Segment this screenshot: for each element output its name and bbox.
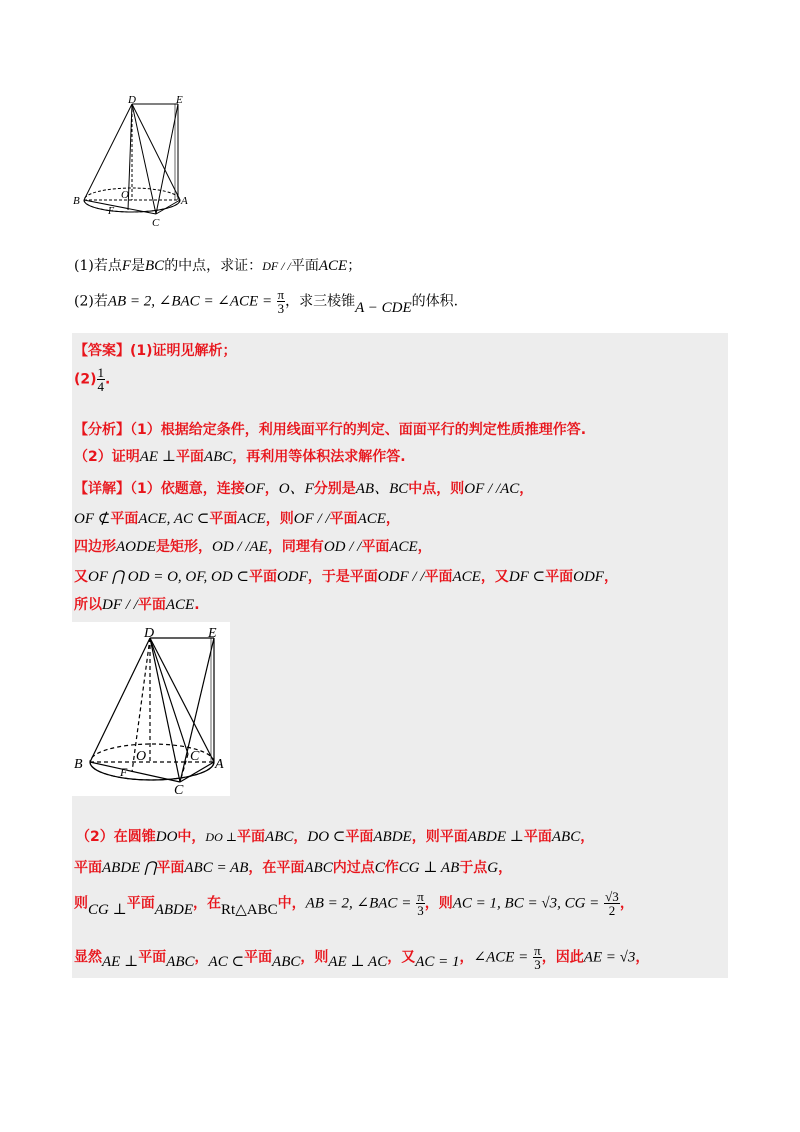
analysis-line-2: （2）证明AE ⊥平面ABC，再利用等体积法求解作答.: [74, 449, 406, 465]
label-F-2: F: [120, 765, 128, 779]
label-E-2: E: [208, 626, 217, 641]
answer-line-1: 【答案】(1)证明见解析；: [74, 343, 237, 359]
detail2-line-3: 则CG ⊥平面ABDE，在Rt△ABC中，AB = 2, ∠BAC = $\frac{\pi}{3}$ ，则AC = 1, BC = √3, CG = $\frac{√3}{2}$ ，: [74, 889, 634, 918]
detail2-line-1: （2）在圆锥DO中，DO ⊥平面ABC，DO ⊂平面ABDE，则平面ABDE ⊥平面ABC，: [76, 829, 595, 845]
label-C: C: [152, 217, 160, 229]
answer-line-2: (2) $\frac{1}{4}$ .: [74, 365, 111, 394]
cone-figure-top: [70, 92, 200, 232]
label-F: F: [108, 206, 115, 217]
question-1: (1)若点F是BC的中点，求证：DF / /平面ACE；: [74, 258, 362, 274]
fraction-sqrt3-2: $\frac{√3}{2}$: [605, 889, 619, 918]
cone-figure-detail: [72, 622, 230, 796]
detail-line-3: 四边形AODE是矩形，OD / /AE，同理有OD / /平面ACE，: [74, 539, 432, 555]
detail-line-4: 又OF ⋂ OD = O, OF, OD ⊂平面ODF，于是平面ODF / /平面ACE，又DF ⊂平面ODF，: [74, 569, 618, 585]
fraction-pi-3-b: $\frac{\pi}{3}$: [417, 889, 424, 918]
fraction-pi-3: $\frac{\pi}{3}$: [277, 287, 285, 316]
label-B: B: [73, 195, 80, 207]
label-D-2: D: [144, 626, 155, 641]
question-2: (2)若AB = 2, ∠BAC = ∠ACE = $\frac{\pi}{3}$ ，求三棱锥A − CDE的体积.: [74, 287, 459, 316]
label-A-2: A: [215, 757, 224, 772]
label-C-upper: C: [190, 749, 200, 764]
label-A: A: [181, 195, 188, 207]
detail-line-2: OF ⊄平面ACE, AC ⊂平面ACE，则OF / /平面ACE，: [74, 511, 400, 527]
fraction-one-quarter: $\frac{1}{4}$: [97, 365, 105, 394]
label-O: O: [121, 189, 129, 201]
fraction-pi-3-c: $\frac{\pi}{3}$: [534, 943, 541, 972]
detail2-line-2: 平面ABDE ⋂平面ABC = AB，在平面ABC内过点C作CG ⊥ AB于点G，: [74, 860, 513, 876]
label-C-2: C: [174, 783, 184, 796]
detail-line-1: 【详解】（1）依题意，连接OF，O、F分别是AB、BC中点，则OF / /AC，: [74, 481, 534, 497]
detail2-line-4: 显然AE ⊥平面ABC，AC ⊂平面ABC，则AE ⊥ AC，又AC = 1，∠ACE = $\frac{\pi}{3}$ ，因此AE = √3，: [74, 943, 650, 972]
label-O-2: O: [136, 749, 147, 764]
detail-line-5: 所以DF / /平面ACE.: [74, 597, 200, 613]
analysis-line-1: 【分析】（1）根据给定条件，利用线面平行的判定、面面平行的判定性质推理作答.: [74, 422, 587, 438]
label-D: D: [128, 94, 136, 106]
label-E: E: [176, 94, 183, 106]
label-B-2: B: [74, 757, 83, 772]
